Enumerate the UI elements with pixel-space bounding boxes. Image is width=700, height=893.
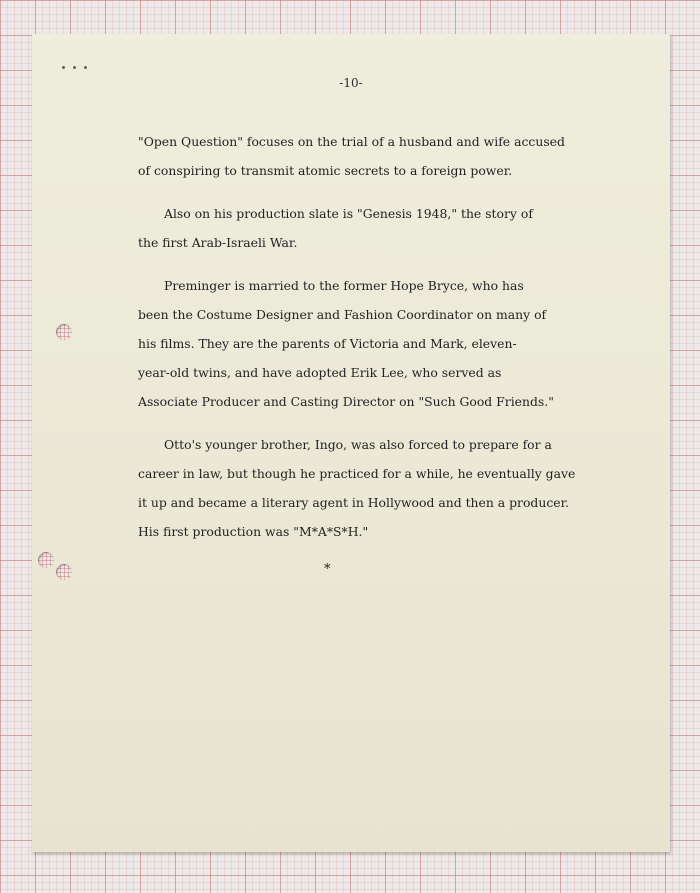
text-line: year-old twins, and have adopted Erik Lee, who served as: [138, 365, 502, 380]
text-line: the first Arab-Israeli War.: [138, 235, 298, 250]
punch-hole: [56, 324, 72, 340]
text-line: his films. They are the parents of Victoria and Mark, eleven-: [138, 336, 517, 351]
text-line: Otto's younger brother, Ingo, was also forced to prepare for a: [164, 437, 552, 452]
text-line: of conspiring to transmit atomic secrets to a foreign power.: [138, 163, 513, 178]
text-line: career in law, but though he practiced for a while, he eventually gave: [138, 466, 576, 481]
punch-hole: [56, 564, 72, 580]
paragraph-2: [138, 199, 608, 257]
text-line: Also on his production slate is "Genesis 1948," the story of: [164, 206, 533, 221]
paragraph-4: [138, 430, 608, 546]
text-line: been the Costume Designer and Fashion Coordinator on many of: [138, 307, 547, 322]
punch-hole: [38, 552, 54, 568]
body-text: [138, 127, 608, 560]
text-line: it up and became a literary agent in Hollywood and then a producer.: [138, 495, 570, 510]
ink-smudge: [62, 54, 102, 62]
text-line: "Open Question" focuses on the trial of a husband and wife accused: [138, 134, 565, 149]
text-line: His first production was "M*A*S*H.": [138, 524, 369, 539]
paragraph-3: [138, 271, 608, 416]
text-line: Preminger is married to the former Hope Bryce, who has: [164, 278, 524, 293]
text-line: Associate Producer and Casting Director on "Such Good Friends.": [138, 394, 554, 409]
paragraph-1: [138, 127, 608, 185]
document-page: [32, 34, 670, 852]
page-number: -10-: [339, 76, 363, 90]
end-asterisk: *: [324, 562, 331, 577]
